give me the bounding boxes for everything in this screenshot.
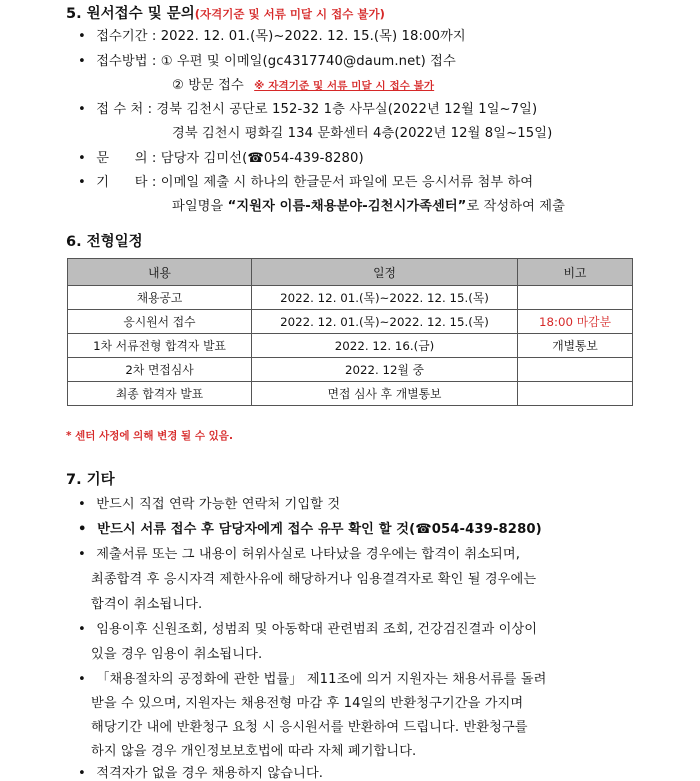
- bullet: •: [78, 175, 86, 190]
- cell-schedule: 2022. 12월 중: [252, 358, 518, 382]
- apply-period-row: [78, 25, 466, 44]
- section5-heading: [66, 2, 385, 23]
- etc-item-6: [78, 762, 323, 781]
- table-row: [68, 382, 633, 406]
- cell-schedule: 2022. 12. 16.(금): [252, 334, 518, 358]
- apply-period-label: 접수기간 :: [96, 29, 157, 44]
- section5-title: 5. 원서접수 및 문의: [66, 6, 195, 22]
- table-row: [68, 334, 633, 358]
- cell-note: 18:00 마감분: [518, 310, 633, 334]
- etc-item-6-text: 적격자가 없을 경우 채용하지 않습니다.: [96, 766, 324, 781]
- bullet: •: [78, 622, 86, 637]
- bullet: •: [78, 151, 86, 166]
- cell-schedule: 면접 심사 후 개별통보: [252, 382, 518, 406]
- etc-item-1: [78, 493, 340, 512]
- inquiry-label: 문 의 :: [96, 151, 157, 166]
- cell-note: [518, 358, 633, 382]
- table-header-row: [68, 259, 633, 286]
- filename-pre: 파일명을: [172, 199, 228, 214]
- etc-row: [78, 171, 533, 190]
- schedule-table: [67, 258, 633, 406]
- table-row: [68, 310, 633, 334]
- table-row: [68, 286, 633, 310]
- bullet: •: [78, 522, 87, 537]
- etc-item-4-line2: 있을 경우 임용이 취소됩니다.: [91, 647, 263, 662]
- bullet: •: [78, 54, 86, 69]
- header-note: 비고: [518, 259, 633, 286]
- etc-item-5-line4: 하지 않을 경우 개인정보보호법에 따라 자체 폐기합니다.: [91, 744, 417, 759]
- apply-place-row: [78, 98, 537, 117]
- header-content: 내용: [68, 259, 252, 286]
- etc-item-3-line2: 최종합격 후 응시자격 제한사유에 해당하거나 임용결격자로 확인 될 경우에는: [91, 572, 537, 587]
- etc-item-2: [78, 518, 542, 537]
- etc-item-4: [78, 618, 537, 637]
- etc-item-1-text: 반드시 직접 연락 가능한 연락처 기입할 것: [96, 497, 341, 512]
- cell-schedule: 2022. 12. 01.(목)~2022. 12. 15.(목): [252, 286, 518, 310]
- apply-method-row: [78, 50, 456, 69]
- section5-title-note: (자격기준 및 서류 미달 시 접수 불가): [194, 7, 385, 21]
- cell-content: 2차 면접심사: [68, 358, 252, 382]
- bullet: •: [78, 102, 86, 117]
- cell-note: [518, 286, 633, 310]
- etc-item-5-line2: 받을 수 있으며, 지원자는 채용전형 마감 후 14일의 반환청구기간을 가지며: [91, 696, 524, 711]
- bullet: •: [78, 497, 86, 512]
- etc-item-4-text: 임용이후 신원조회, 성범죄 및 아동학대 관련범죄 조회, 건강검진결과 이상이: [96, 622, 538, 637]
- method-warning-note: ※ 자격기준 및 서류 미달 시 접수 불가: [254, 80, 435, 92]
- apply-method-value: ① 우편 및 이메일(gc4317740@daum.net) 접수: [160, 54, 456, 69]
- cell-content: 응시원서 접수: [68, 310, 252, 334]
- header-schedule: 일정: [252, 259, 518, 286]
- etc-row-2: [172, 195, 565, 214]
- etc-item-2-text: 반드시 서류 접수 후 담당자에게 접수 유무 확인 할 것(☎054-439-8280): [97, 522, 542, 537]
- table-row: [68, 358, 633, 382]
- bullet: •: [78, 547, 86, 562]
- etc-item-5-text: 「채용절차의 공정화에 관한 법률」 제11조에 의거 지원자는 채용서류를 돌려: [96, 672, 547, 687]
- etc-item-5-line3: 해당기간 내에 반환청구 요청 시 응시원서를 반환하여 드립니다. 반환청구를: [91, 720, 528, 735]
- apply-place-row-2: [172, 122, 552, 141]
- cell-content: 채용공고: [68, 286, 252, 310]
- apply-method-label: 접수방법 :: [96, 54, 157, 69]
- bullet: •: [78, 672, 86, 687]
- cell-content: 최종 합격자 발표: [68, 382, 252, 406]
- bullet: •: [78, 766, 86, 781]
- etc-item-3-line3: 합격이 취소됩니다.: [91, 597, 203, 612]
- filename-post: 로 작성하여 제출: [466, 199, 565, 214]
- etc-label: 기 타 :: [96, 175, 157, 190]
- cell-note: [518, 382, 633, 406]
- inquiry-row: [78, 147, 364, 166]
- filename-format: “지원자 이름-채용분야-김천시가족센터”: [227, 199, 467, 214]
- cell-schedule: 2022. 12. 01.(목)~2022. 12. 15.(목): [252, 310, 518, 334]
- visit-method: ② 방문 접수: [172, 78, 244, 93]
- apply-place-value: 경북 김천시 공단로 152-32 1층 사무실(2022년 12월 1일~7일): [156, 102, 538, 117]
- cell-content: 1차 서류전형 합격자 발표: [68, 334, 252, 358]
- apply-place-value-2: 경북 김천시 평화길 134 문화센터 4층(2022년 12월 8일~15일): [172, 126, 553, 141]
- section7-title: 7. 기타: [66, 472, 115, 488]
- bullet: •: [78, 29, 86, 44]
- etc-item-3-text: 제출서류 또는 그 내용이 허위사실로 나타났을 경우에는 합격이 취소되며,: [96, 547, 520, 562]
- etc-item-5: [78, 668, 546, 687]
- etc-value: 이메일 제출 시 하나의 한글문서 파일에 모든 응시서류 첨부 하여: [160, 175, 534, 190]
- etc-item-3: [78, 543, 520, 562]
- section6-title: 6. 전형일정: [66, 234, 143, 250]
- cell-note: 개별통보: [518, 334, 633, 358]
- apply-place-label: 접 수 처 :: [96, 102, 153, 117]
- inquiry-value: 담당자 김미선(☎054-439-8280): [160, 151, 364, 166]
- schedule-footnote: * 센터 사정에 의해 변경 될 수 있음.: [66, 430, 233, 442]
- apply-period-value: 2022. 12. 01.(목)~2022. 12. 15.(목) 18:00까지: [160, 29, 466, 44]
- apply-method-row-2: [172, 74, 434, 93]
